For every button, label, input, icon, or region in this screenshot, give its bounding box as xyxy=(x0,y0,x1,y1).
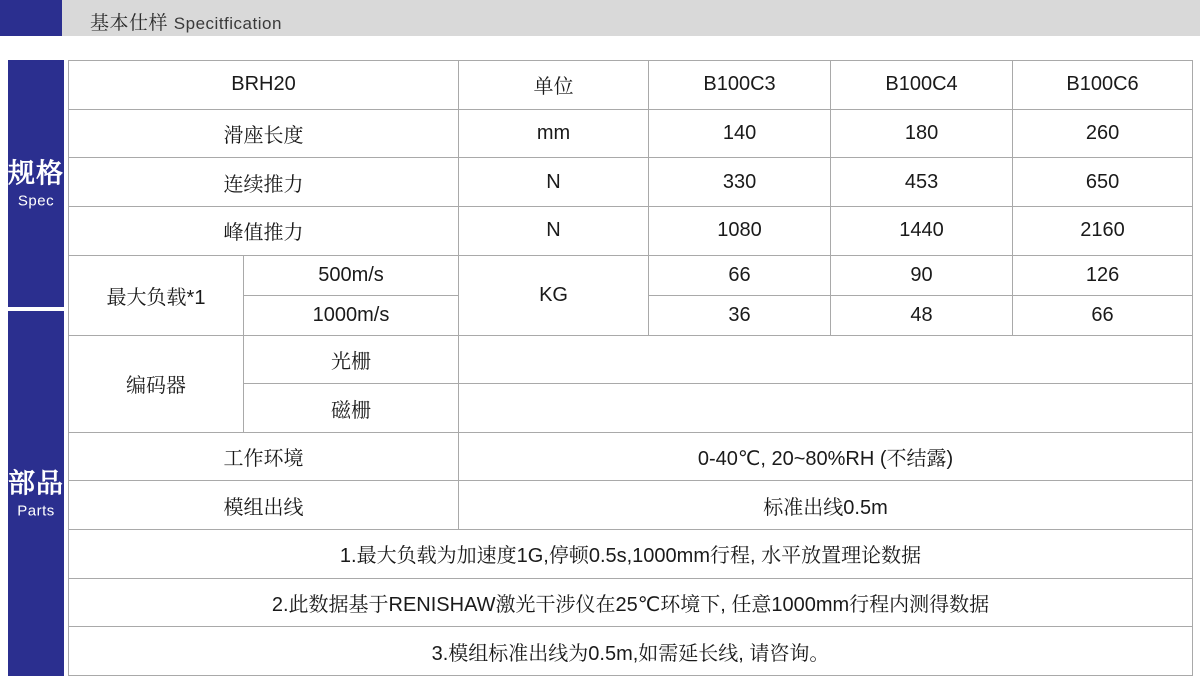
header-col-b100c4: B100C4 xyxy=(831,61,1013,110)
row-value-max-load-500-c3: 66 xyxy=(649,255,831,295)
header-accent-block xyxy=(0,0,62,36)
row-sublabel-encoder-magnetic: 磁栅 xyxy=(244,384,459,433)
row-value-slider-length-c4: 180 xyxy=(831,109,1013,158)
row-unit-continuous-thrust: N xyxy=(459,158,649,207)
row-value-max-load-500-c4: 90 xyxy=(831,255,1013,295)
row-value-environment: 0-40℃, 20~80%RH (不结露) xyxy=(459,432,1193,481)
side-label-spec-en: Spec xyxy=(17,192,55,210)
row-unit-peak-thrust: N xyxy=(459,206,649,255)
row-value-continuous-thrust-c6: 650 xyxy=(1013,158,1193,207)
row-label-environment: 工作环境 xyxy=(69,432,459,481)
row-label-peak-thrust: 峰值推力 xyxy=(69,206,459,255)
page-title-cn: 基本仕样 xyxy=(90,13,169,34)
note-1: 1.最大负载为加速度1G,停顿0.5s,1000mm行程, 水平放置理论数据 xyxy=(69,530,1193,579)
side-label-parts-cn: 部品 xyxy=(8,467,64,498)
table-row xyxy=(69,578,1193,627)
row-value-slider-length-c6: 260 xyxy=(1013,109,1193,158)
table-row xyxy=(69,627,1193,676)
row-unit-slider-length: mm xyxy=(459,109,649,158)
row-label-encoder: 编码器 xyxy=(69,335,244,432)
row-value-continuous-thrust-c3: 330 xyxy=(649,158,831,207)
table-row xyxy=(69,206,1193,255)
row-unit-max-load: KG xyxy=(459,255,649,335)
table-row xyxy=(69,109,1193,158)
row-label-slider-length: 滑座长度 xyxy=(69,109,459,158)
table-row xyxy=(69,481,1193,530)
row-value-encoder-magnetic xyxy=(459,384,1193,433)
row-value-max-load-1000-c4: 48 xyxy=(831,295,1013,335)
row-value-peak-thrust-c3: 1080 xyxy=(649,206,831,255)
table-header-row xyxy=(69,61,1193,110)
specification-table xyxy=(68,60,1193,676)
header-unit: 单位 xyxy=(459,61,649,110)
table-row xyxy=(69,255,1193,295)
row-value-max-load-500-c6: 126 xyxy=(1013,255,1193,295)
header-col-b100c3: B100C3 xyxy=(649,61,831,110)
row-value-encoder-optical xyxy=(459,335,1193,384)
row-label-max-load: 最大负载*1 xyxy=(69,255,244,335)
side-label-spec xyxy=(8,60,64,307)
header-model: BRH20 xyxy=(69,61,459,110)
table-row xyxy=(69,432,1193,481)
header-col-b100c6: B100C6 xyxy=(1013,61,1193,110)
specification-table-wrapper xyxy=(68,60,1192,676)
row-value-continuous-thrust-c4: 453 xyxy=(831,158,1013,207)
note-3: 3.模组标准出线为0.5m,如需延长线, 请咨询。 xyxy=(69,627,1193,676)
side-label-column xyxy=(8,60,64,676)
page-header xyxy=(0,0,1200,36)
row-sublabel-max-load-500: 500m/s xyxy=(244,255,459,295)
row-value-max-load-1000-c6: 66 xyxy=(1013,295,1193,335)
table-row xyxy=(69,158,1193,207)
row-value-slider-length-c3: 140 xyxy=(649,109,831,158)
row-sublabel-max-load-1000: 1000m/s xyxy=(244,295,459,335)
row-value-peak-thrust-c6: 2160 xyxy=(1013,206,1193,255)
table-row xyxy=(69,530,1193,579)
side-label-parts xyxy=(8,311,64,676)
side-label-parts-en: Parts xyxy=(17,502,55,520)
page-title xyxy=(90,8,282,35)
row-value-max-load-1000-c3: 36 xyxy=(649,295,831,335)
row-label-continuous-thrust: 连续推力 xyxy=(69,158,459,207)
note-2: 2.此数据基于RENISHAW激光干涉仪在25℃环境下, 任意1000mm行程内测得数据 xyxy=(69,578,1193,627)
table-row xyxy=(69,335,1193,384)
row-label-cable: 模组出线 xyxy=(69,481,459,530)
side-label-spec-cn: 规格 xyxy=(8,157,64,188)
row-value-peak-thrust-c4: 1440 xyxy=(831,206,1013,255)
row-sublabel-encoder-optical: 光栅 xyxy=(244,335,459,384)
page-title-en: Specitfication xyxy=(173,14,282,33)
row-value-cable: 标准出线0.5m xyxy=(459,481,1193,530)
